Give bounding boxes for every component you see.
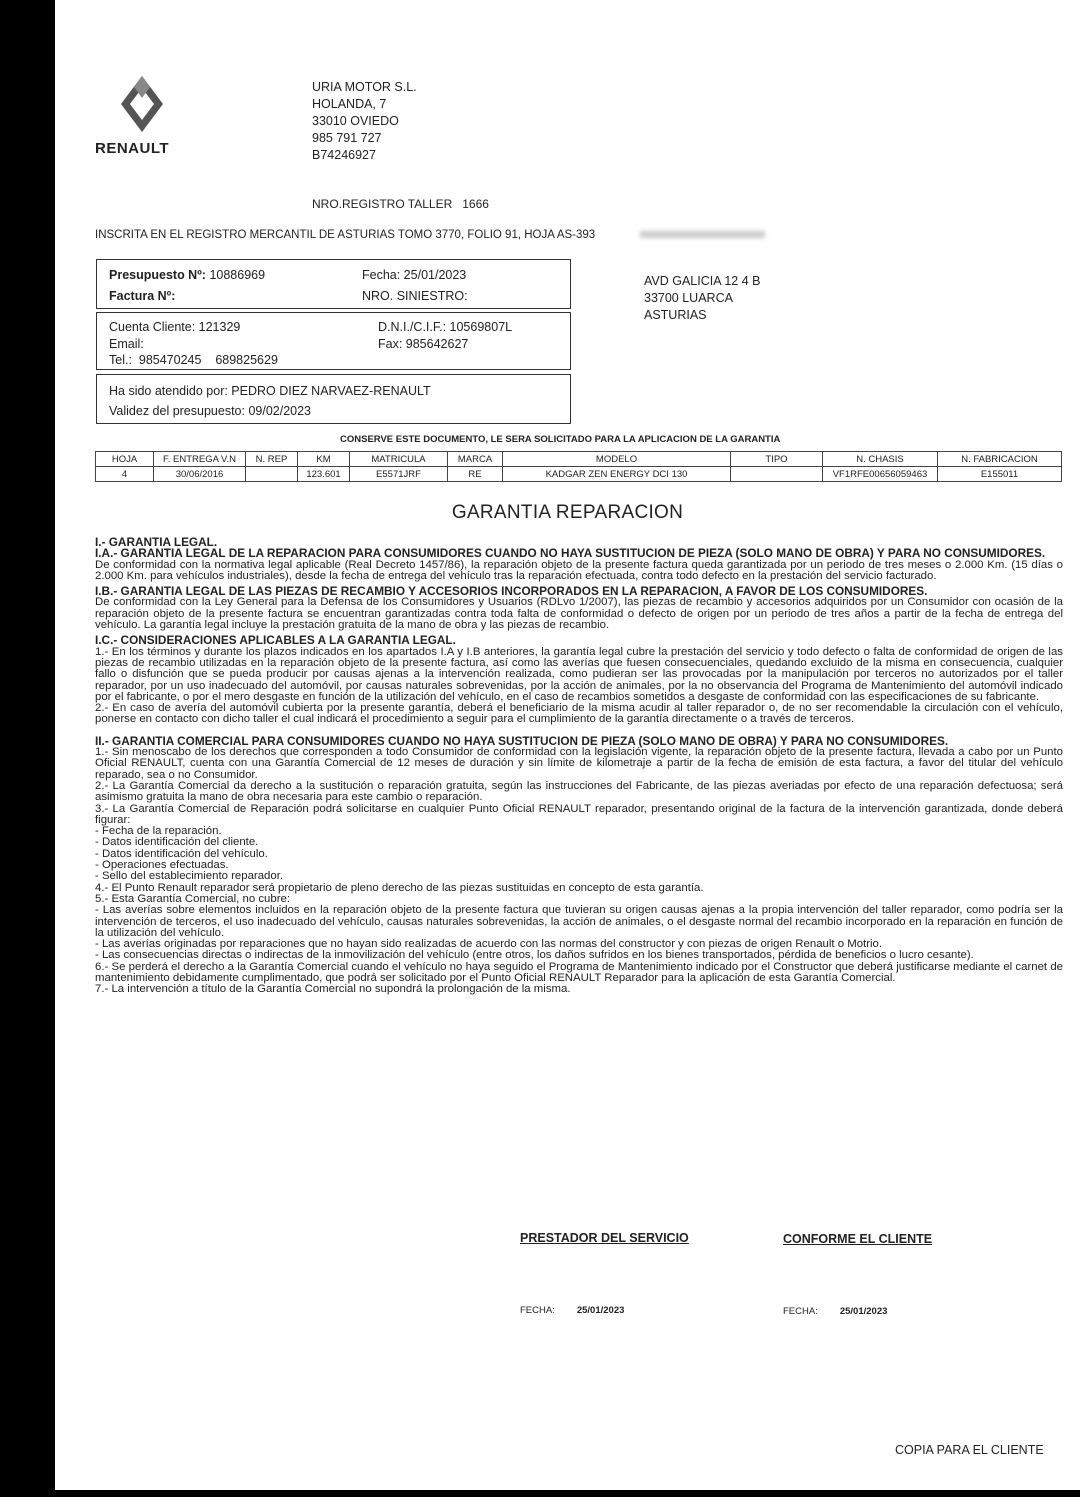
list-item: - Sello del establecimiento reparador. [95, 870, 284, 883]
copia-label: COPIA PARA EL CLIENTE [895, 1443, 1044, 1457]
paragraph: 5.- Esta Garantía Comercial, no cubre: [95, 892, 290, 905]
column-header: N. REP [246, 452, 298, 467]
section-heading: I.C.- CONSIDERACIONES APLICABLES A LA GARANTIA LEGAL. [95, 633, 456, 648]
fecha-label: FECHA: [520, 1305, 555, 1316]
conserve-note: CONSERVE ESTE DOCUMENTO, LE SERA SOLICITADO PARA LA APLICACION DE LA GARANTIA [340, 434, 781, 445]
table-cell: 4 [96, 467, 154, 482]
dni: D.N.I./C.I.F.: 10569807L [378, 320, 513, 334]
telefono: Tel.: 985470245 689825629 [109, 353, 278, 367]
table-row [96, 467, 1062, 482]
table-cell [731, 467, 823, 482]
inscrita-line: INSCRITA EN EL REGISTRO MERCANTIL DE ASTURIAS TOMO 3770, FOLIO 91, HOJA AS-393 [95, 229, 596, 241]
list-item: - Datos identificación del cliente. [95, 836, 259, 849]
fecha-prestador [520, 1305, 624, 1316]
paragraph: 1.- Sin menoscabo de los derechos que corresponden a todo Consumidor de conformidad con la legislación vigente, la reparación objeto de la presente factura, llevada a cabo por un Punto Oficial RENAULT, cuenta con una Garantía Comercial de 12 meses de duración y sin límite de kilometraje a partir de la fecha de emisión de esta factura, a favor del titular del vehículo reparado, sea o no Consumidor. [95, 746, 1063, 781]
table-cell: VF1RFE00656059463 [823, 467, 938, 482]
dealer-line: B74246927 [312, 148, 376, 162]
table-cell: E155011 [938, 467, 1062, 482]
section-heading: I.- GARANTIA LEGAL. [95, 535, 218, 549]
siniestro: NRO. SINIESTRO: [362, 289, 468, 303]
fecha-cliente [783, 1306, 887, 1317]
cuenta-cliente: Cuenta Cliente: 121329 [109, 320, 241, 334]
validez: Validez del presupuesto: 09/02/2023 [109, 404, 312, 418]
section-heading: I.B.- GARANTIA LEGAL DE LAS PIEZAS DE RECAMBIO Y ACCESORIOS INCORPORADOS EN LA REPARACION, A FAVOR DE LOS CONSUMIDORES. [95, 584, 928, 599]
section-heading: I.A.- GARANTIA LEGAL DE LA REPARACION PARA CONSUMIDORES CUANDO NO HAYA SUSTITUCION DE PIEZA (SOLO MANO DE OBRA) Y PARA NO CONSUMIDORES. [95, 546, 1046, 561]
fecha-value: 25/01/2023 [839, 1306, 888, 1317]
presupuesto-box [96, 259, 571, 309]
garantia-body [95, 537, 1063, 996]
paragraph: 4.- El Punto Renault reparador será propietario de pleno derecho de las piezas sustituidas en concepto de esta garantía. [95, 881, 704, 894]
column-header: F. ENTREGA V.N [154, 452, 246, 467]
vehicle-table [95, 451, 1062, 482]
registro-taller: NRO.REGISTRO TALLER 1666 [312, 197, 489, 211]
dealer-line: URIA MOTOR S.L. [312, 80, 417, 94]
customer-address [644, 273, 761, 324]
column-header: HOJA [96, 452, 154, 467]
table-cell [246, 467, 298, 482]
fecha: Fecha: 25/01/2023 [362, 268, 467, 282]
atendido-box [96, 374, 571, 424]
paragraph: 7.- La intervención a título de la Garantía Comercial no supondrá la prolongación de la misma. [95, 983, 571, 996]
paragraph: - Las averías originadas por reparaciones que no hayan sido realizadas de acuerdo con las normas del constructor y con piezas de origen Renault o Motrio. [95, 938, 883, 951]
fecha-label: FECHA: [783, 1306, 818, 1317]
column-header: TIPO [731, 452, 823, 467]
invoice-sheet [55, 0, 1080, 1490]
factura-label: Factura Nº: [109, 289, 176, 303]
email: Email: [109, 337, 144, 351]
blurred-text [640, 231, 765, 238]
dealer-line: 33010 OVIEDO [312, 114, 399, 128]
paragraph: 2.- En caso de avería del automóvil cubierta por la presente garantía, deberá el beneficiario de la misma acudir al taller reparador o, de no ser recomendable la circulación con el vehículo, ponerse en contacto con dicho taller el cual indicará el procedimiento a seguir para el cumplimiento de la garantía directamente o a través de terceros. [95, 702, 1063, 726]
paragraph: De conformidad con la normativa legal aplicable (Real Decreto 1457/86), la reparación objeto de la presente factura queda garantizada por un periodo de tres meses o 2.000 Km. (15 días o 2.000 Km. para vehículos industriales), desde la fecha de entrega del vehículo tras la reparación efectuada, contra todo defecto en la prestación del servicio facturado. [95, 558, 1063, 582]
table-cell: E5571JRF [350, 467, 448, 482]
paragraph: 6.- Se perderá el derecho a la Garantía Comercial cuando el vehículo no haya seguido el Programa de Mantenimiento indicado por el Constructor que deberá justificarse mediante el carnet de mantenimiento debidamente cumplimentado, que podrá ser solicitado por el Punto Oficial RENAULT Reparador para la aplicación de esta Garantía Comercial. [95, 960, 1063, 984]
page-title: GARANTIA REPARACION [451, 502, 684, 523]
renault-diamond-icon [117, 74, 167, 134]
table-cell: KADGAR ZEN ENERGY DCI 130 [503, 467, 731, 482]
column-header: KM [298, 452, 350, 467]
customer-line: AVD GALICIA 12 4 B [644, 274, 761, 288]
presupuesto-label: Presupuesto Nº: [109, 268, 206, 282]
list-item: - Operaciones efectuadas. [95, 859, 229, 872]
section-heading: II.- GARANTIA COMERCIAL PARA CONSUMIDORES CUANDO NO HAYA SUSTITUCION DE PIEZA (SOLO MANO DE OBRA) Y PARA NO CONSUMIDORES. [95, 733, 949, 748]
dealer-line: HOLANDA, 7 [312, 97, 387, 111]
column-header: N. CHASIS [823, 452, 938, 467]
list-item: - Datos identificación del vehículo. [95, 847, 268, 860]
customer-line: 33700 LUARCA [644, 291, 733, 305]
table-cell: RE [448, 467, 503, 482]
fecha-value: 25/01/2023 [576, 1305, 625, 1316]
paragraph: 2.- La Garantía Comercial da derecho a la sustitución o reparación gratuita, según las instrucciones del Fabricante, de las piezas averiadas por efecto de una reparación defectuosa; será asimismo gratuita la mano de obra necesaria para este cambio o reparación. [95, 779, 1063, 804]
cliente-signature-label: CONFORME EL CLIENTE [783, 1232, 933, 1246]
dealer-address [312, 79, 417, 164]
column-header: N. FABRICACION [938, 452, 1062, 467]
list-item: - Fecha de la reparación. [95, 825, 222, 838]
table-header-row [96, 452, 1062, 467]
presupuesto-value: 10886969 [209, 268, 266, 282]
table-cell: 30/06/2016 [154, 467, 246, 482]
table-cell: 123.601 [298, 467, 350, 482]
atendido-por: Ha sido atendido por: PEDRO DIEZ NARVAEZ-RENAULT [109, 384, 431, 398]
paragraph: - Las consecuencias directas o indirectas de la inmovilización del vehículo (entre otros, los daños sufridos en los bienes transportados, pérdida de beneficios o lucro cesante). [95, 949, 974, 962]
paragraph: 3.- La Garantía Comercial de Reparación podrá solicitarse en cualquier Punto Oficial RENAULT reparador, presentando original de la factura de la intervención garantizada, donde deberá figurar: [95, 802, 1063, 826]
dealer-line: 985 791 727 [312, 131, 382, 145]
customer-line: ASTURIAS [644, 308, 707, 322]
paragraph: De conformidad con la Ley General para la Defensa de los Consumidores y Usuarios (RDLvo 1/2007), las piezas de recambio y accesorios adquiridos por un Consumidor con ocasión de la reparación objeto de la presente factura se encuentran garantizadas contra toda falta de conformidad o defecto de origen por un periodo de tres años a partir de la fecha de entrega del vehículo. La garantía legal incluye la prestación gratuita de la mano de obra y las piezas de recambio. [95, 596, 1063, 632]
paragraph: - Las averías sobre elementos incluidos en la reparación objeto de la presente factura que tuvieran su origen causas ajenas a la propia intervención del taller reparador, como podría ser la intervención de terceros, el uso inadecuado del vehículo, causas naturales sobrevenidas, la acción de animales, o el desgaste normal del recambio incorporado en la reparación en función de la utilización del vehículo. [95, 904, 1063, 939]
prestador-signature-label: PRESTADOR DEL SERVICIO [520, 1231, 689, 1245]
cliente-box [96, 312, 571, 370]
brand-name: RENAULT [95, 140, 170, 157]
paragraph: 1.- En los términos y durante los plazos indicados en los apartados I.A y I.B anteriores, la garantía legal cubre la prestación del servicio y todo defecto o falta de conformidad de origen de las piezas de recambio utilizadas en la reparación objeto de la presente factura, así como las averías que fuesen consecuenciales, quedando excluido de la misma en consecuencia, cualquier fallo o disfunción que se pueda producir por causas ajenas a la intervención realizada, como pudieran ser las provocadas por la manipulación por terceros no autorizados por el taller reparador, por un uso inadecuado del automóvil, por causas naturales sobrevenidas, por la acción de animales, por la no observancia del Programa de Mantenimiento del automóvil indicado por el fabricante, o por el mero desgaste en función de la utilización del vehículo, en el caso de recambios sometidos a desgaste de conformidad con las especificaciones de su fabricante. [95, 645, 1063, 703]
column-header: MARCA [448, 452, 503, 467]
fax: Fax: 985642627 [378, 337, 469, 351]
column-header: MATRICULA [350, 452, 448, 467]
column-header: MODELO [503, 452, 731, 467]
